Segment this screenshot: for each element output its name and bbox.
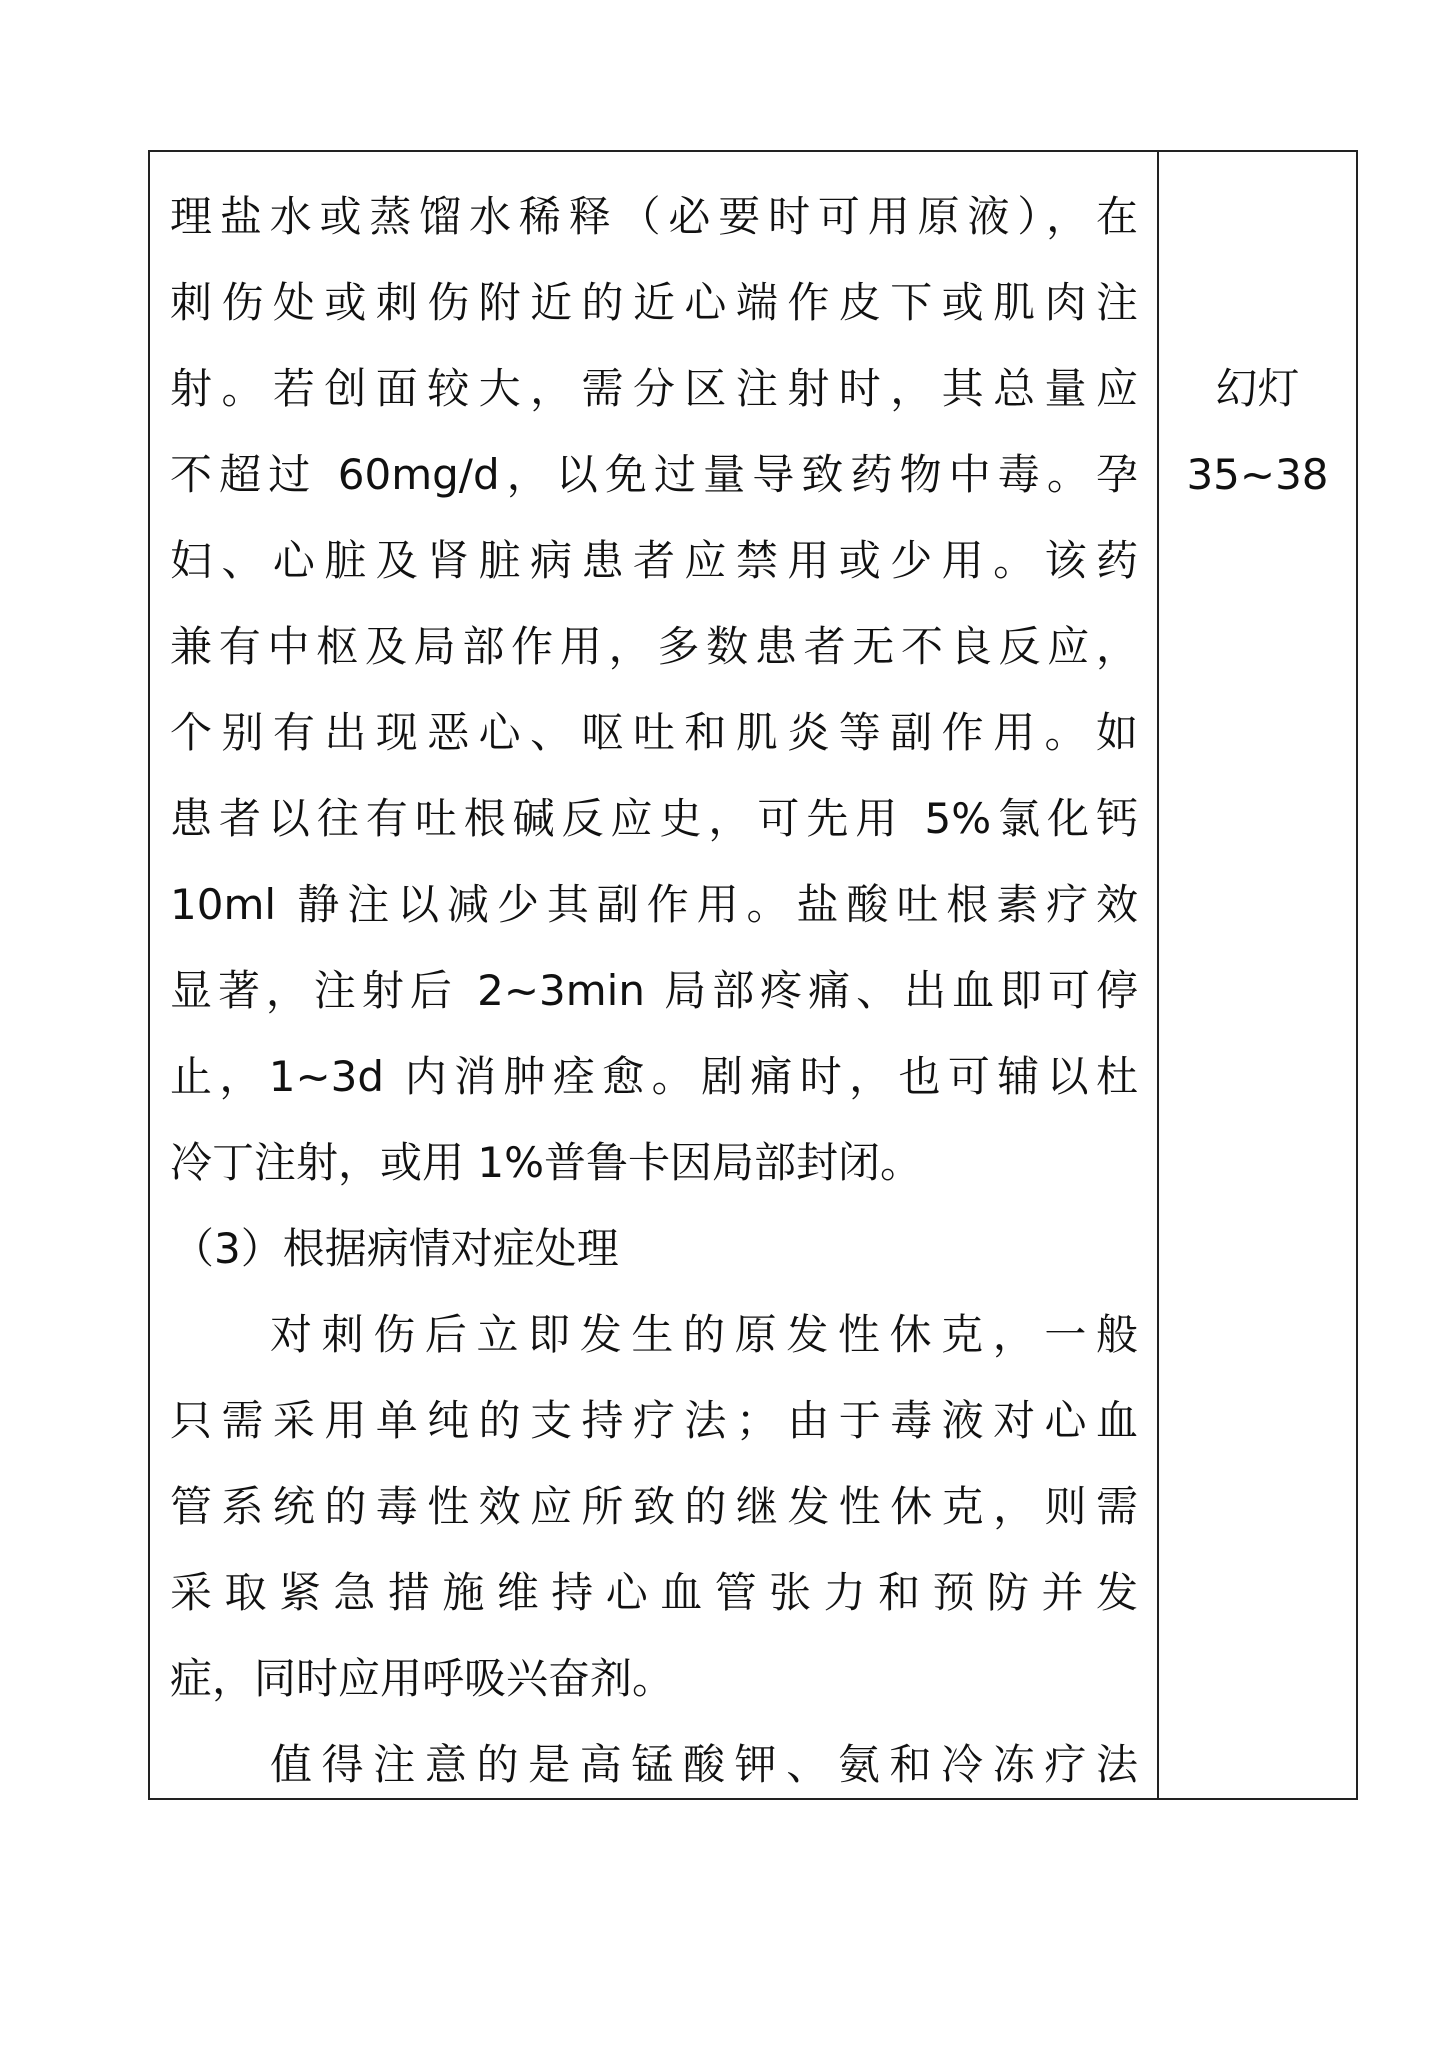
text-line: 管系统的毒性效应所致的继发性休克，则需 — [170, 1482, 1138, 1531]
text-line: 只需采用单纯的支持疗法；由于毒液对心血 — [170, 1396, 1138, 1445]
text-line: 妇、心脏及肾脏病患者应禁用或少用。该药 — [170, 536, 1138, 585]
text-line: 射。若创面较大，需分区注射时，其总量应 — [170, 364, 1138, 413]
text-line: 兼有中枢及局部作用，多数患者无不良反应， — [170, 622, 1138, 671]
content-table — [148, 150, 1358, 1800]
text-line: 10ml 静注以减少其副作用。盐酸吐根素疗效 — [170, 880, 1138, 929]
text-line: 理盐水或蒸馏水稀释（必要时可用原液），在 — [170, 192, 1138, 241]
text-line: 不超过 60mg/d，以免过量导致药物中毒。孕 — [170, 450, 1138, 499]
text-line: 止，1~3d 内消肿痊愈。剧痛时，也可辅以杜 — [170, 1052, 1138, 1101]
text-line: 刺伤处或刺伤附近的近心端作皮下或肌肉注 — [170, 278, 1138, 327]
side-note-cell — [1159, 152, 1356, 1798]
text-line: 症，同时应用呼吸兴奋剂。 — [170, 1654, 675, 1703]
text-line: 个别有出现恶心、呕吐和肌炎等副作用。如 — [170, 708, 1138, 757]
text-line: 患者以往有吐根碱反应史，可先用 5%氯化钙 — [170, 794, 1138, 843]
main-text-cell — [150, 152, 1159, 1798]
section-heading: （3）根据病情对症处理 — [172, 1224, 619, 1273]
paragraph-first-line: 值得注意的是高锰酸钾、氨和冷冻疗法 — [270, 1740, 1138, 1789]
slide-label: 幻灯 — [1215, 364, 1300, 413]
paragraph-first-line: 对刺伤后立即发生的原发性休克，一般 — [270, 1310, 1138, 1359]
text-line: 显著，注射后 2~3min 局部疼痛、出血即可停 — [170, 966, 1138, 1015]
slide-range: 35~38 — [1186, 450, 1329, 499]
text-line: 冷丁注射，或用 1%普鲁卡因局部封闭。 — [170, 1138, 922, 1187]
text-line: 采取紧急措施维持心血管张力和预防并发 — [170, 1568, 1138, 1617]
